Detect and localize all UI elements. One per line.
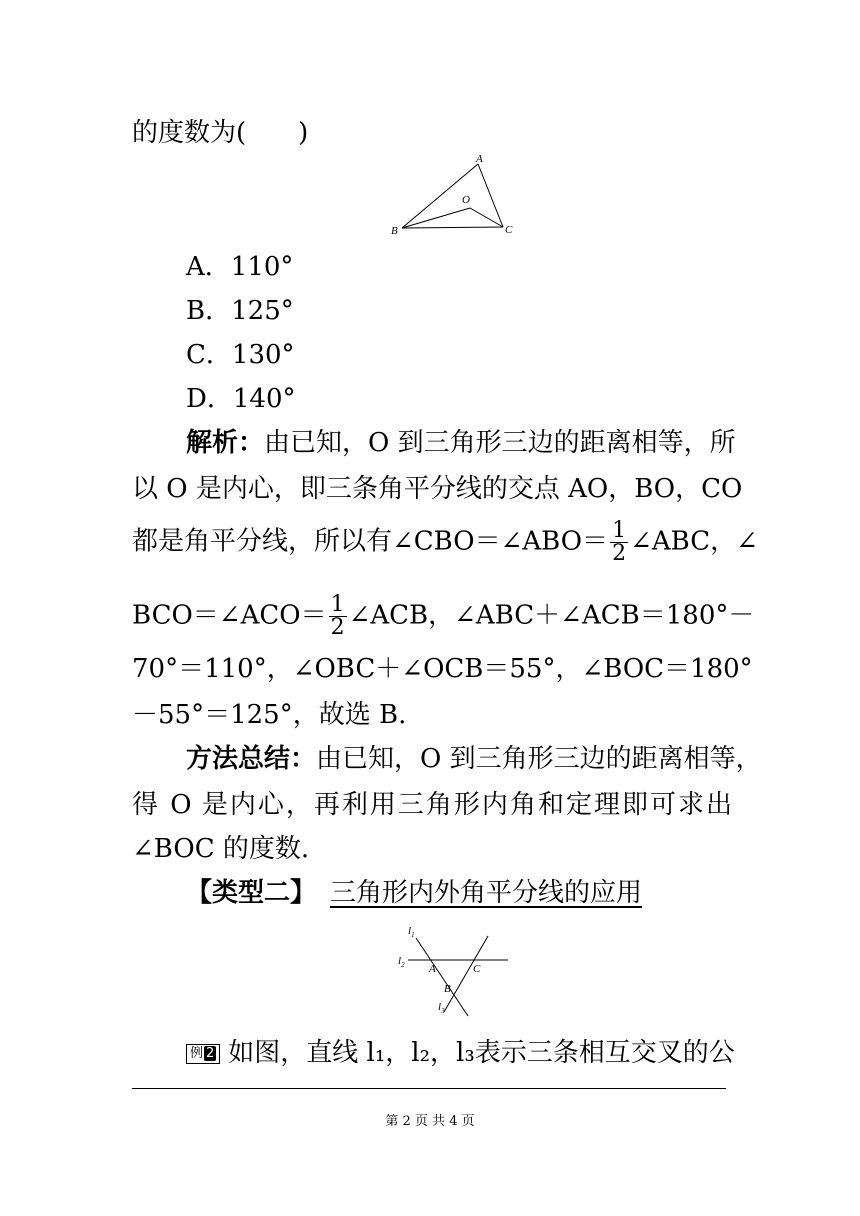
label-a: A: [476, 153, 483, 165]
label-b2: B: [444, 983, 451, 995]
analysis-line-5: 70°＝110°，∠OBC＋∠OCB＝55°，∠BOC＝180°: [132, 654, 753, 684]
method-line-1: 方法总结：由已知，O 到三角形三边的距离相等，: [186, 744, 762, 774]
example-badge: 例 2: [186, 1044, 220, 1064]
section-tag: 【类型二】: [186, 878, 317, 908]
label-b: B: [391, 225, 398, 237]
option-d: D．140°: [186, 384, 296, 414]
analysis-line-3: 都是角平分线，所以有∠CBO＝∠ABO＝ $\frac{1}{2}$ ∠ABC，∠: [132, 518, 758, 566]
label-c: C: [505, 224, 513, 236]
section-title: 三角形内外角平分线的应用: [330, 878, 643, 908]
analysis-line-1: 解析：由已知，O 到三角形三边的距离相等，所: [186, 428, 736, 458]
label-l2: $l_2$: [398, 955, 405, 969]
line-l1: [416, 938, 468, 1016]
method-line-3: ∠BOC 的度数.: [132, 834, 310, 864]
triangle-figure: [390, 150, 520, 240]
label-o: O: [462, 194, 470, 206]
label-l3: $l_3$: [438, 1001, 445, 1015]
side-bc: [402, 227, 503, 228]
segment-bo: [402, 208, 470, 228]
footer-rule: [132, 1088, 726, 1089]
section-heading: [186, 876, 642, 910]
lines-figure: [396, 922, 516, 1022]
analysis-line-2: 以 O 是内心，即三条角平分线的交点 AO，BO，CO: [132, 474, 743, 504]
segment-co: [470, 208, 503, 227]
analysis-line-6: －55°＝125°，故选 B.: [132, 700, 407, 730]
option-b: B．125°: [186, 296, 294, 326]
label-a2: A: [429, 963, 436, 975]
label-c2: C: [473, 963, 481, 975]
option-c: C．130°: [186, 340, 295, 370]
fraction-one-half: $\frac{1}{2}$: [330, 592, 345, 640]
question-stem-tail: 的度数为( ): [132, 118, 309, 148]
example-line: 例 2 如图，直线 l₁，l₂，l₃表示三条相互交叉的公: [186, 1036, 732, 1070]
page-footer: 第 2 页 共 4 页: [385, 1114, 475, 1129]
line-l3: [444, 936, 488, 1012]
analysis-line-4: BCO＝∠ACO＝ $\frac{1}{2}$ ∠ACB，∠ABC＋∠ACB＝180°－: [132, 592, 755, 640]
method-line-2: 得 O 是内心，再利用三角形内角和定理即可求出: [132, 790, 732, 820]
fraction-one-half: $\frac{1}{2}$: [612, 518, 627, 566]
label-l1: $l_1$: [408, 925, 415, 939]
side-ac: [478, 164, 503, 227]
option-a: A．110°: [186, 252, 294, 282]
